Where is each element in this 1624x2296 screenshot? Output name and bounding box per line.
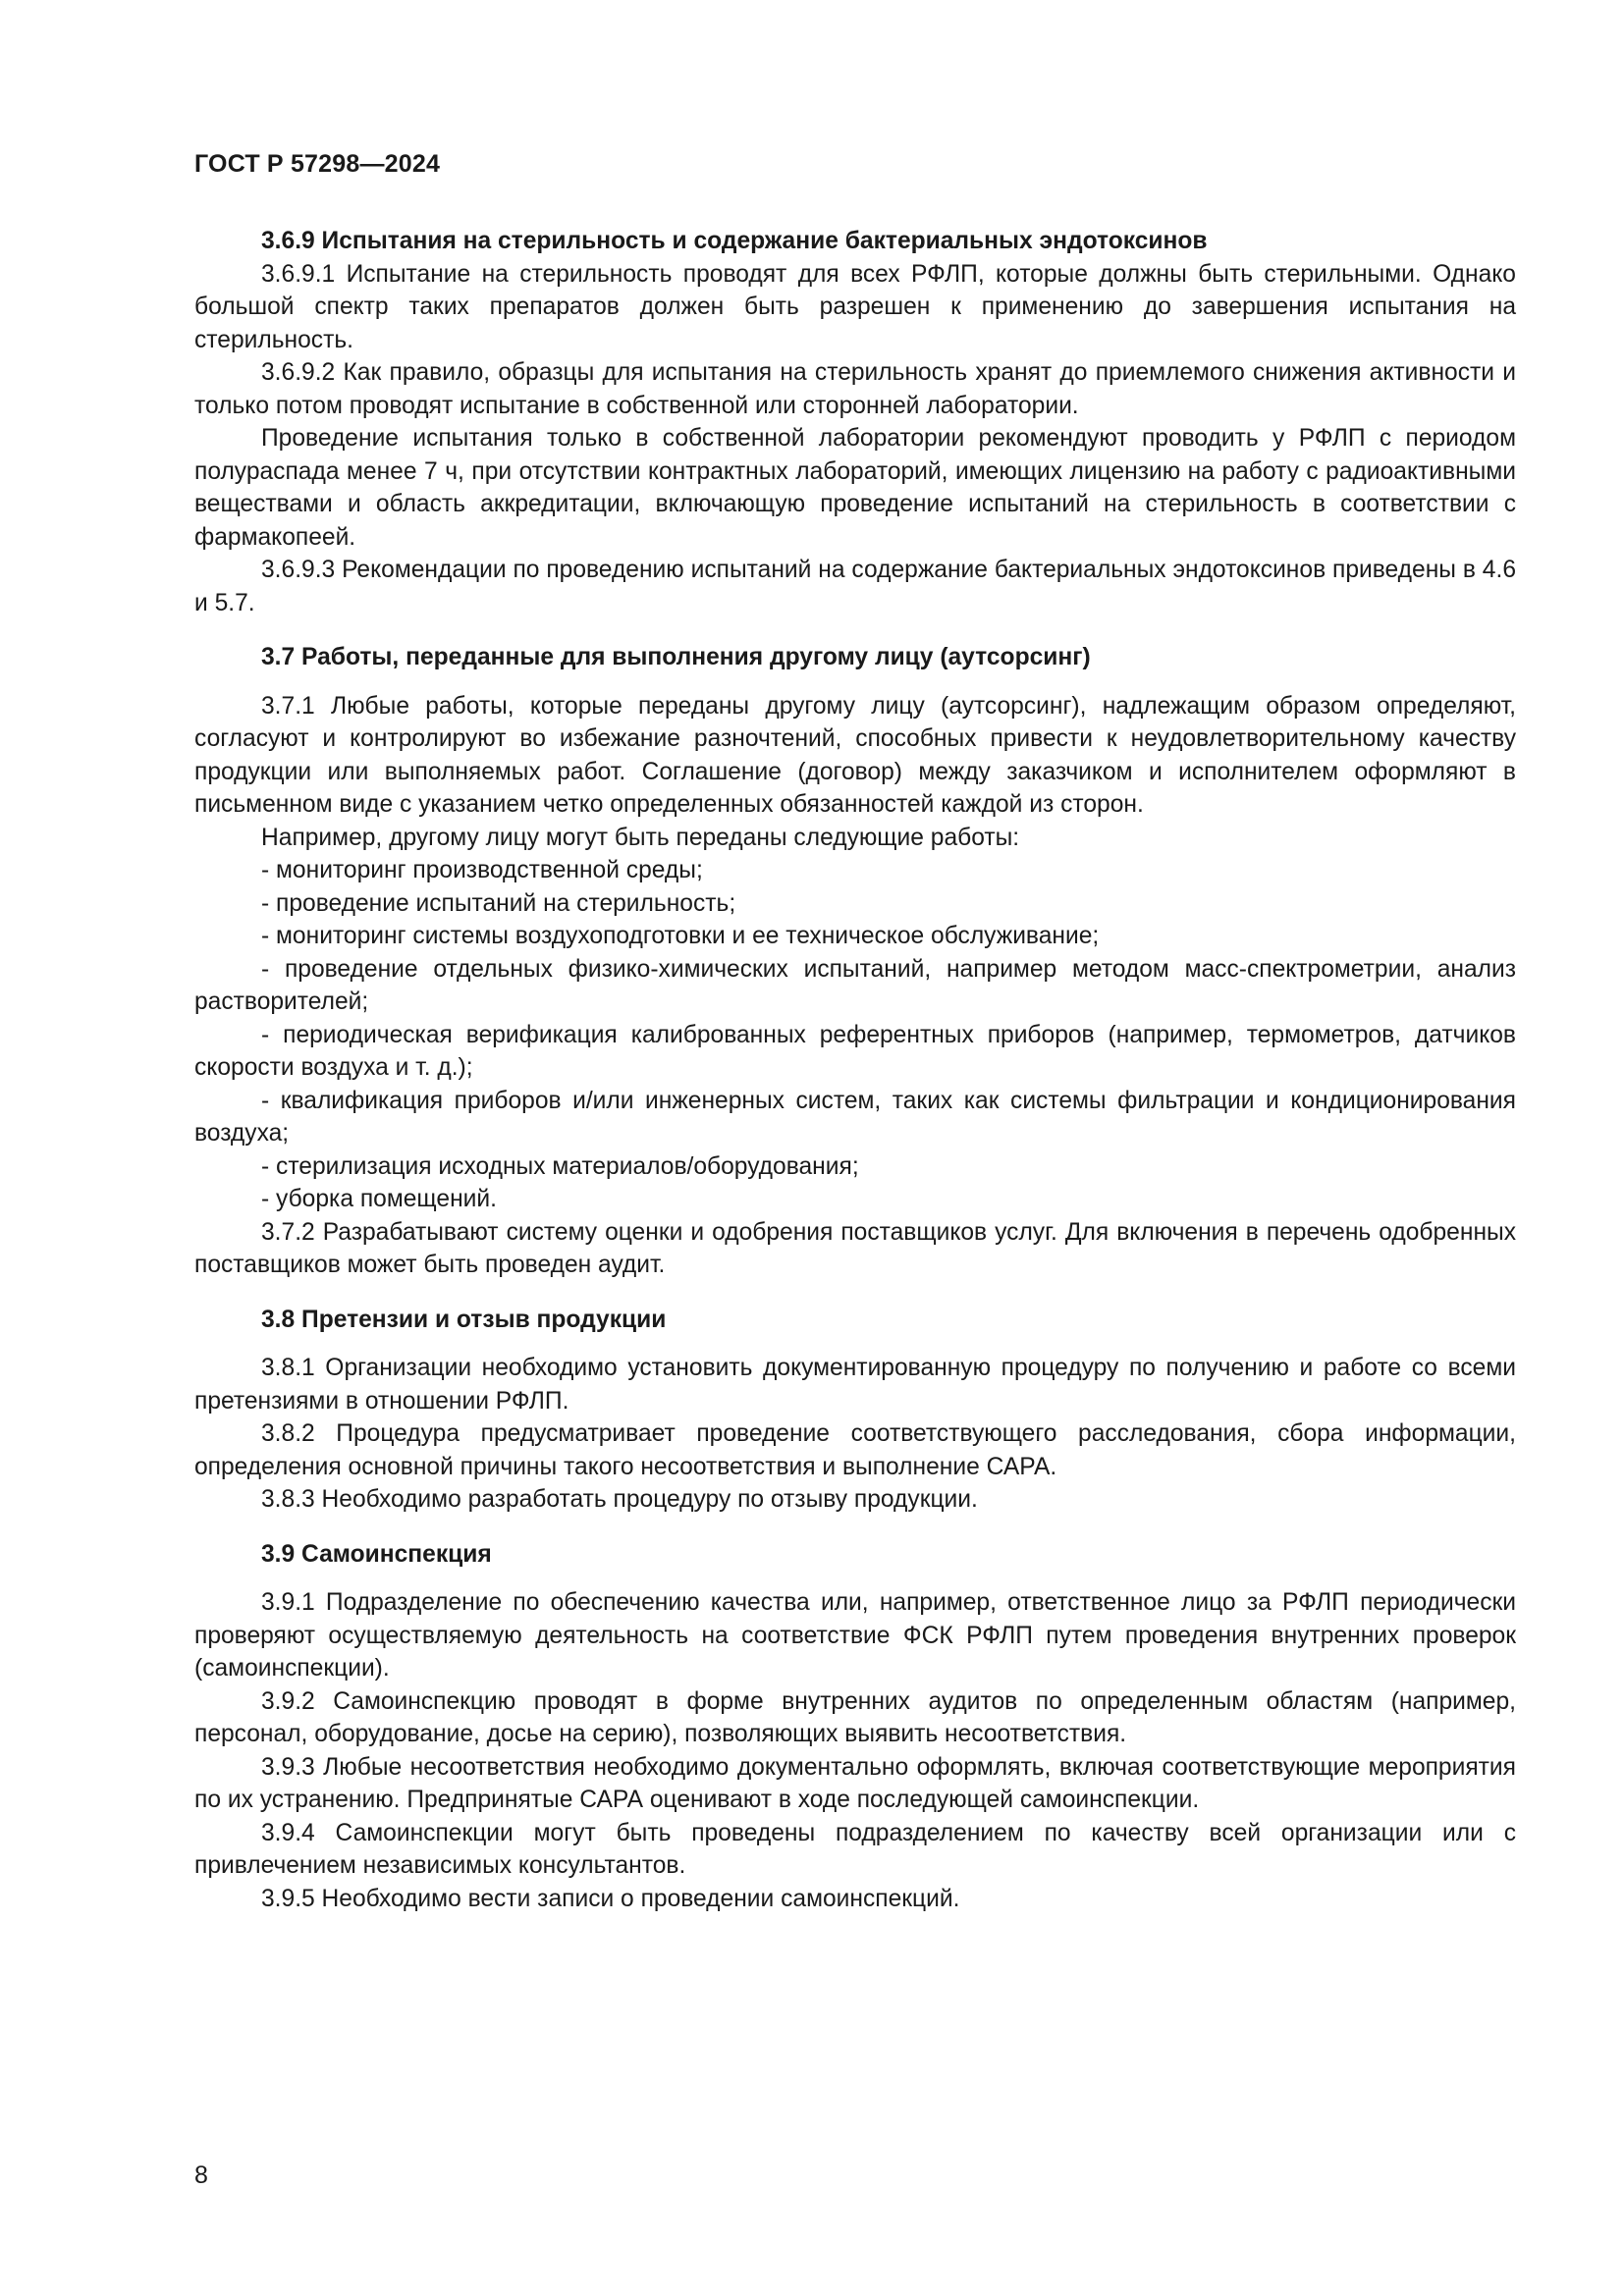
paragraph-in-house-testing: Проведение испытания только в собственной лаборатории рекомендуют проводить у РФЛП с периодом полураспада менее 7 ч, при отсутствии контрактных лабораторий, имеющих лицензию на работу с радиоактивными веществами и область аккредитации, включающую проведение испытаний на стерильность в соответствии с фармакопеей. [194, 425, 1516, 551]
list-item: - периодическая верификация калиброванных референтных приборов (например, термометров, датчиков скорости воздуха и т. д.); [194, 1021, 1516, 1081]
document-code-header: ГОСТ Р 57298—2024 [194, 150, 441, 178]
document-body [194, 225, 1516, 1915]
paragraph-3-9-1: 3.9.1 Подразделение по обеспечению качества или, например, ответственное лицо за РФЛП периодически проверяют осуществляемую деятельность на соответствие ФСК РФЛП путем проведения внутренних проверок (самоинспекции). [194, 1589, 1516, 1682]
paragraph-3-8-3: 3.8.3 Необходимо разработать процедуру по отзыву продукции. [261, 1486, 978, 1513]
section-heading-3-9: 3.9 Самоинспекция [261, 1540, 492, 1568]
list-item: - стерилизация исходных материалов/оборудования; [261, 1152, 859, 1180]
list-item: - проведение испытаний на стерильность; [261, 889, 736, 917]
section-heading-3-8: 3.8 Претензии и отзыв продукции [261, 1306, 667, 1333]
paragraph-3-9-3: 3.9.3 Любые несоответствия необходимо документально оформлять, включая соответствующие мероприятия по их устранению. Предпринятые САРА оценивают в ходе последующей самоинспекции. [194, 1753, 1516, 1813]
paragraph-3-8-2: 3.8.2 Процедура предусматривает проведение соответствующего расследования, сбора информации, определения основной причины такого несоответствия и выполнение САРА. [194, 1420, 1516, 1480]
section-heading-3-6-9: 3.6.9 Испытания на стерильность и содержание бактериальных эндотоксинов [261, 228, 1208, 254]
paragraph-3-8-1: 3.8.1 Организации необходимо установить документированную процедуру по получению и работе со всеми претензиями в отношении РФЛП. [194, 1355, 1516, 1415]
paragraph-3-6-9-1: 3.6.9.1 Испытание на стерильность проводят для всех РФЛП, которые должны быть стерильными. Однако большой спектр таких препаратов должен быть разрешен к применению до завершения испытания на стерильность. [194, 260, 1516, 353]
section-heading-3-7: 3.7 Работы, переданные для выполнения другому лицу (аутсорсинг) [261, 644, 1091, 670]
paragraph-3-6-9-2: 3.6.9.2 Как правило, образцы для испытания на стерильность хранят до приемлемого снижения активности и только потом проводят испытание в собственной или сторонней лаборатории. [194, 359, 1516, 419]
list-item: - проведение отдельных физико-химических испытаний, например методом масс-спектрометрии, анализ растворителей; [194, 955, 1516, 1015]
paragraph-3-6-9-3: 3.6.9.3 Рекомендации по проведению испытаний на содержание бактериальных эндотоксинов приведены в 4.6 и 5.7. [194, 557, 1516, 616]
page-number: 8 [194, 2162, 208, 2189]
paragraph-3-9-2: 3.9.2 Самоинспекцию проводят в форме внутренних аудитов по определенным областям (например, персонал, оборудование, досье на серию), позволяющих выявить несоответствия. [194, 1687, 1516, 1747]
list-item: - квалификация приборов и/или инженерных систем, таких как системы фильтрации и кондиционирования воздуха; [194, 1087, 1516, 1147]
paragraph-3-9-5: 3.9.5 Необходимо вести записи о проведении самоинспекций. [261, 1885, 960, 1912]
paragraph-outsourcing-examples: Например, другому лицу могут быть переданы следующие работы: [261, 824, 1020, 851]
list-item: - мониторинг производственной среды; [261, 857, 703, 883]
list-item: - уборка помещений. [261, 1186, 497, 1212]
paragraph-3-7-1: 3.7.1 Любые работы, которые переданы другому лицу (аутсорсинг), надлежащим образом определяют, согласуют и контролируют во избежание разночтений, способных привести к неудовлетворительному качеству продукции или выполняемых работ. Соглашение (договор) между заказчиком и исполнителем оформляют в письменном виде с указанием четко определенных обязанностей каждой из сторон. [194, 692, 1516, 818]
list-item: - мониторинг системы воздухоподготовки и ее техническое обслуживание; [261, 923, 1100, 949]
paragraph-3-9-4: 3.9.4 Самоинспекции могут быть проведены подразделением по качеству всей организации или с привлечением независимых консультантов. [194, 1819, 1516, 1879]
paragraph-3-7-2: 3.7.2 Разрабатывают систему оценки и одобрения поставщиков услуг. Для включения в перечень одобренных поставщиков может быть проведен аудит. [194, 1218, 1516, 1278]
